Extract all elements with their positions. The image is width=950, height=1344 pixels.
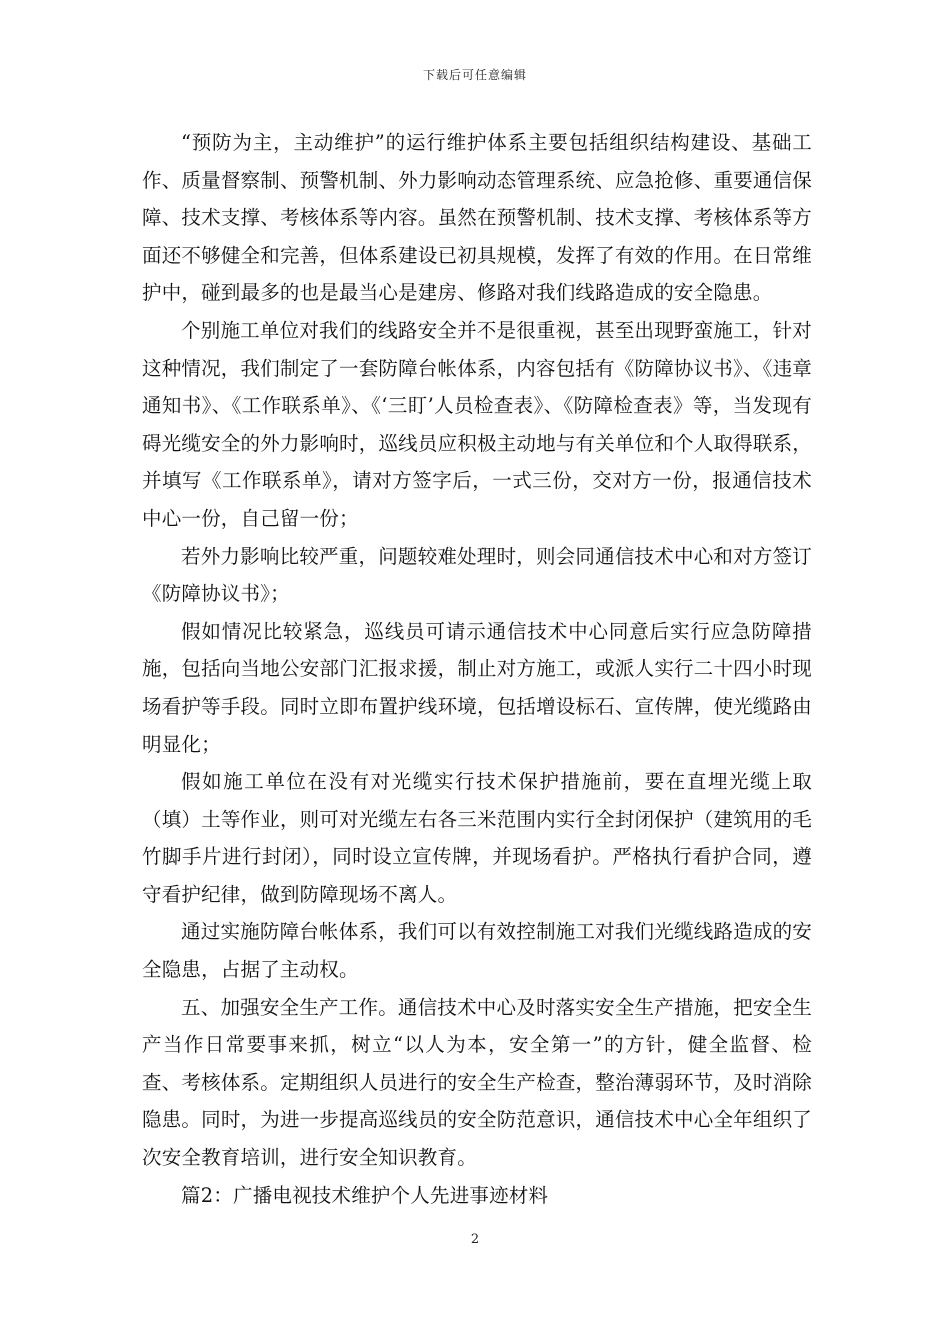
paragraph-serious-impact: 若外力影响比较严重，问题较难处理时，则会同通信技术中心和对方签订《防障协议书》；	[142, 544, 812, 606]
paragraph-next-article-title: 篇2：广播电视技术维护个人先进事迹材料	[181, 1183, 549, 1207]
paragraph-full-enclosure: 假如施工单位在没有对光缆实行技术保护措施前，要在直埋光缆上取（填）土等作业，则可对光缆左右各三米范围内实行全封闭保护（建筑用的毛竹脚手片进行封闭），同时设立宣传牌，并现场看护。严格执行看护合同，遵守看护纪律，做到防障现场不离人。	[142, 770, 812, 906]
paragraph-maintenance-system: “预防为主，主动维护”的运行维护体系主要包括组织结构建设、基础工作、质量督察制、预警机制、外力影响动态管理系统、应急抢修、重要通信保障、技术支撑、考核体系等内容。虽然在预警机制、技术支撑、考核体系等方面还不够健全和完善，但体系建设已初具规模，发挥了有效的作用。在日常维护中，碰到最多的也是最当心是建房、修路对我们线路造成的安全隐患。	[142, 131, 812, 305]
page-number: 2	[470, 1232, 480, 1247]
page-header: 下载后可任意编辑	[422, 68, 527, 82]
paragraph-safety-production: 五、加强安全生产工作。通信技术中心及时落实安全生产措施，把安全生产当作日常要事来抓，树立“以人为本，安全第一”的方针，健全监督、检查、考核体系。定期组织人员进行的安全生产检查，整治薄弱环节，及时消除隐患。同时，为进一步提高巡线员的安全防范意识，通信技术中心全年组织了次安全教育培训，进行安全知识教育。	[142, 995, 812, 1170]
paragraph-ledger-effect: 通过实施防障台帐体系，我们可以有效控制施工对我们光缆线路造成的安全隐患，占据了主动权。	[142, 920, 812, 982]
paragraph-emergency-measures: 假如情况比较紧急，巡线员可请示通信技术中心同意后实行应急防障措施，包括向当地公安部门汇报求援，制止对方施工，或派人实行二十四小时现场看护等手段。同时立即布置护线环境，包括增设标石、宣传牌，使光缆路由明显化；	[142, 619, 812, 756]
document-body	[142, 124, 812, 1214]
paragraph-ledger-system: 个别施工单位对我们的线路安全并不是很重视，甚至出现野蛮施工，针对这种情况，我们制定了一套防障台帐体系，内容包括有《防障协议书》、《违章通知书》、《工作联系单》、《‘三盯’人员检查表》、《防障检查表》等，当发现有碍光缆安全的外力影响时，巡线员应积极主动地与有关单位和个人取得联系，并填写《工作联系单》，请对方签字后，一式三份，交对方一份，报通信技术中心一份，自己留一份；	[142, 318, 813, 530]
